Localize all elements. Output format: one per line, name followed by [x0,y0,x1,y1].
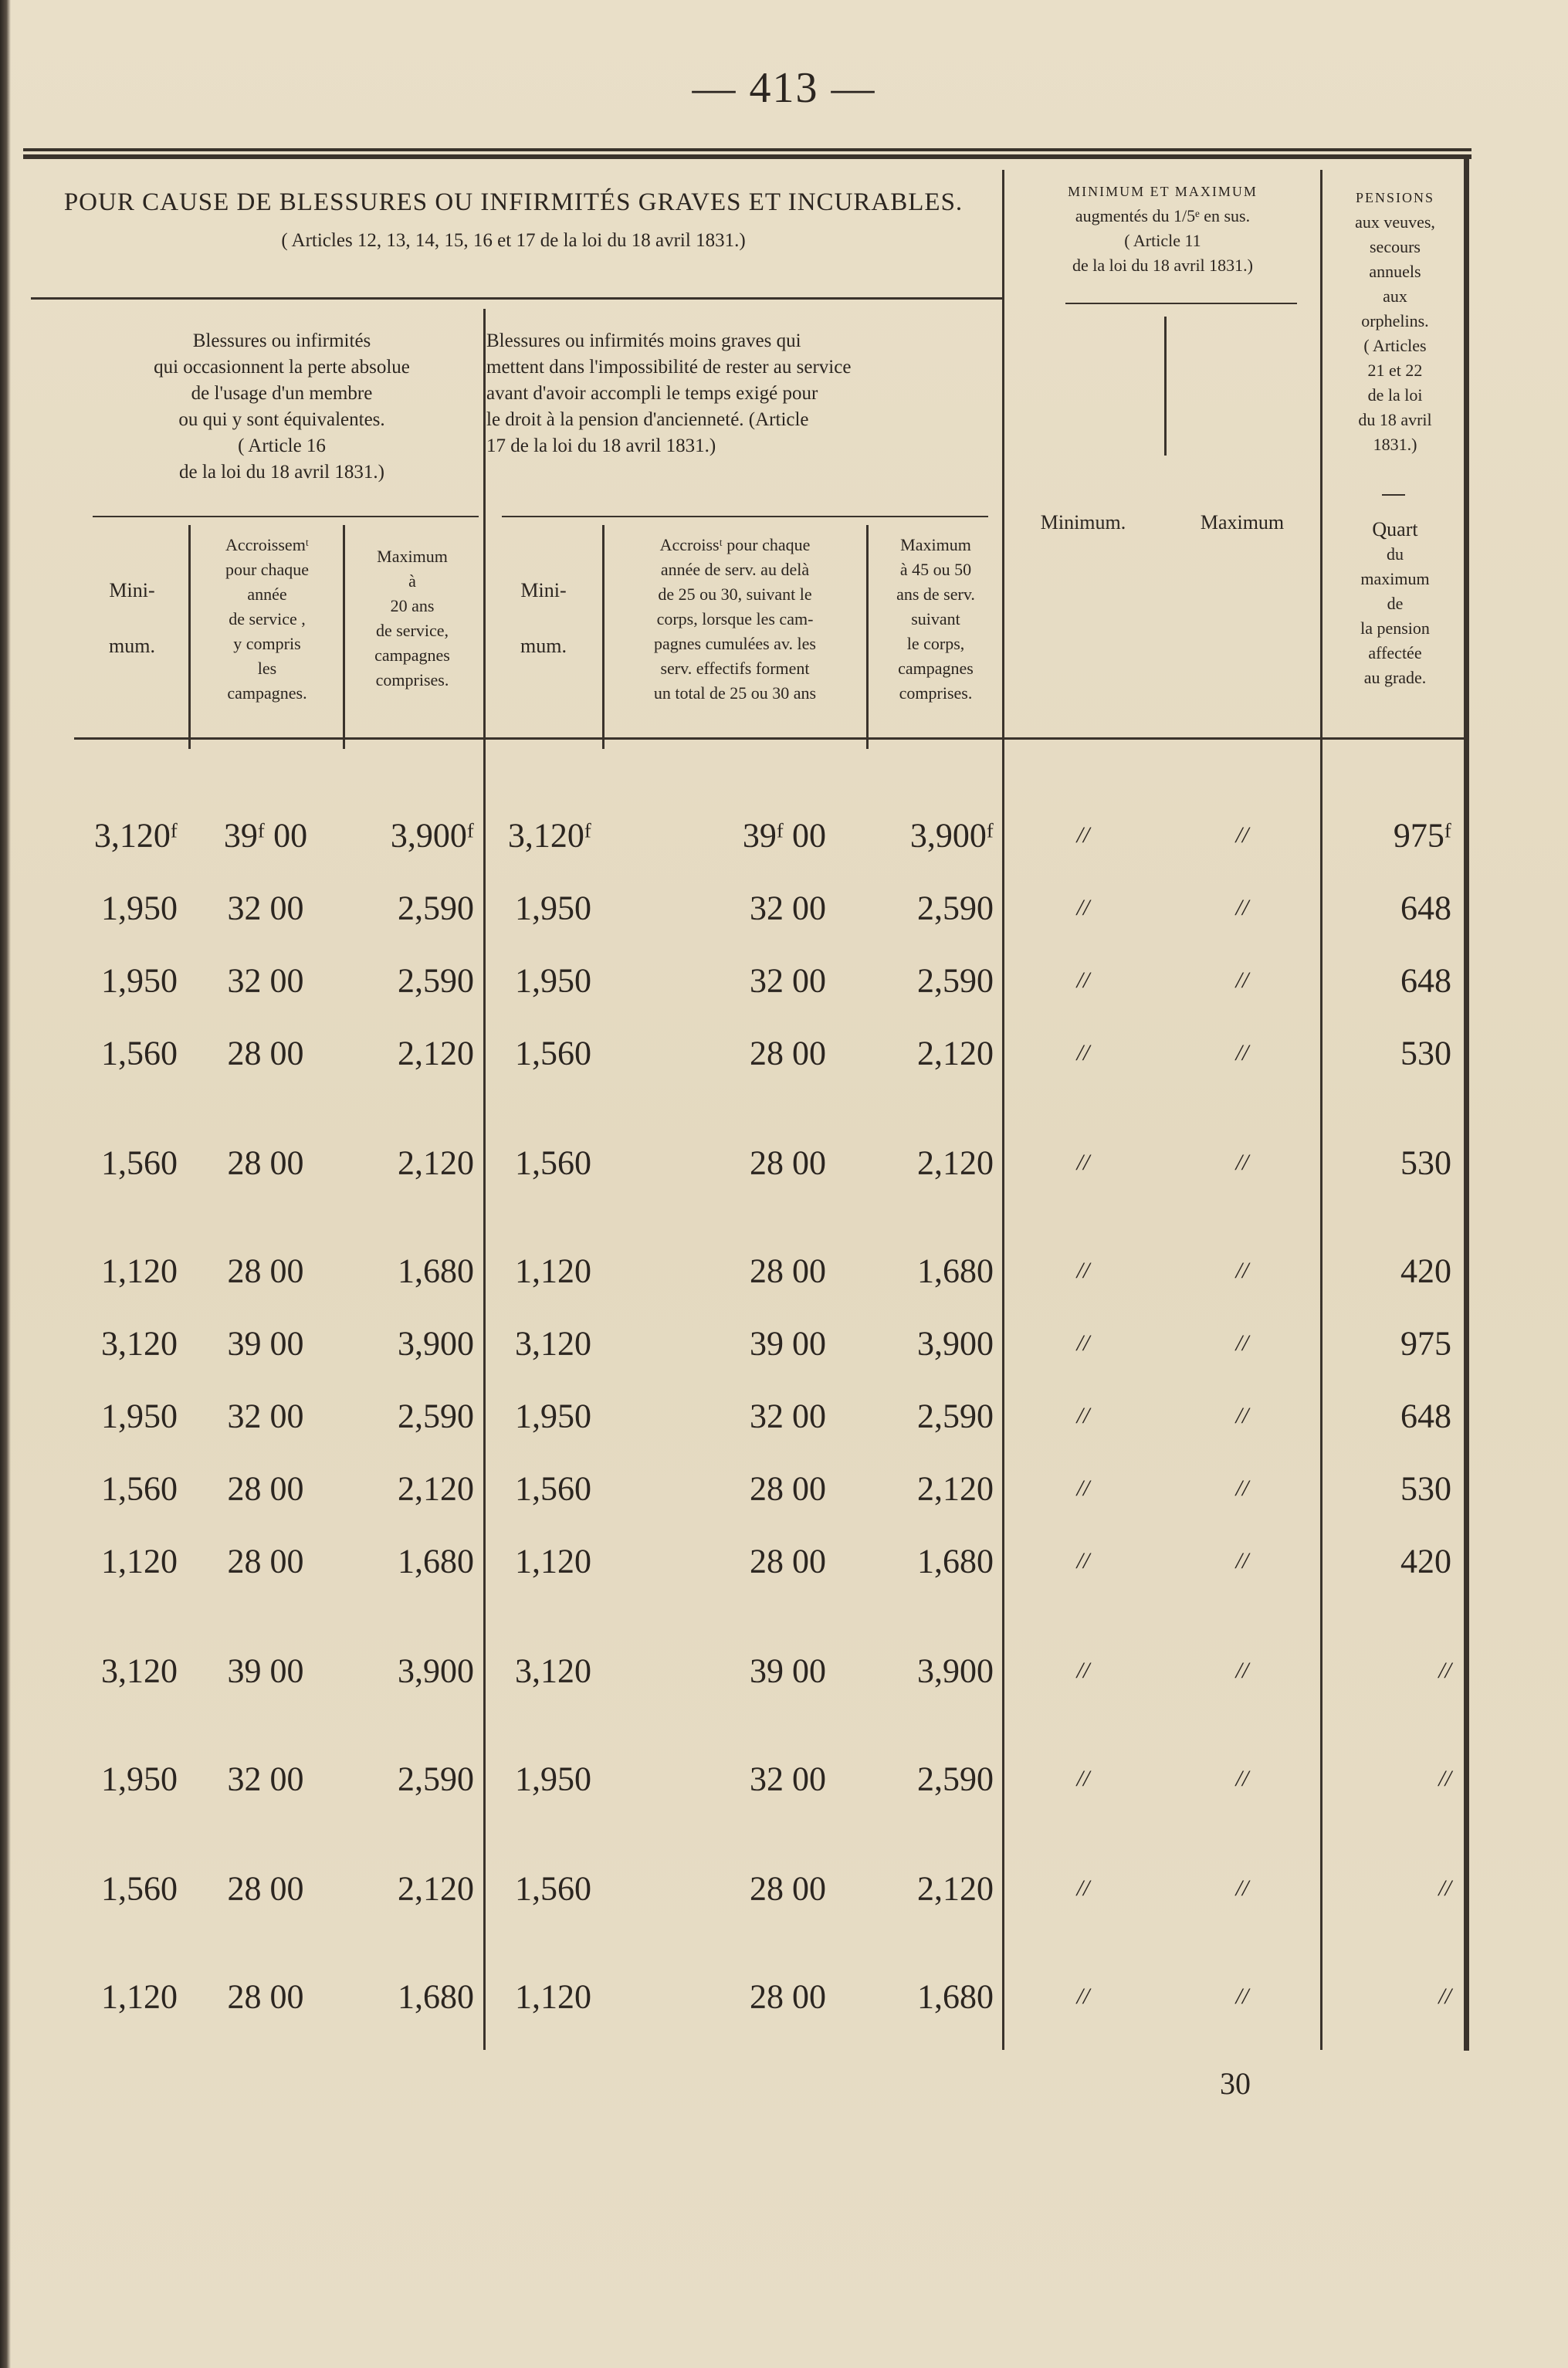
cell-b-maximum: 2,590 [917,1397,994,1435]
col-a-minimum-header: Mini- mum. [109,579,155,657]
cell-a-minimum: 1,560 [101,1034,178,1072]
cell-b-minimum: 3,120 [515,1324,591,1363]
section-title: POUR CAUSE DE BLESSURES OU INFIRMITÉS GRAVES ET INCURABLES. [63,188,963,216]
col-rule [602,525,605,749]
cell-c-maximum: // [1235,1040,1249,1065]
cell-a-minimum: 1,950 [101,961,178,1000]
cell-b-accroissement: 39ᶠ 00 [742,816,826,855]
cell-b-accroissement: 28 00 [750,1034,826,1072]
cell-c-minimum: // [1076,822,1090,848]
cell-d-quart: // [1438,1658,1451,1683]
cell-b-minimum: 3,120ᶠ [507,816,591,855]
cell-a-minimum: 1,560 [101,1143,178,1182]
cell-b-accroissement: 32 00 [750,889,826,927]
cell-c-maximum: // [1235,1150,1249,1175]
cell-b-maximum: 3,900 [917,1652,994,1690]
cell-b-accroissement: 32 00 [750,1397,826,1435]
group-b-brace-rule [502,516,988,517]
cell-d-quart: 648 [1400,1397,1451,1435]
cell-c-minimum: // [1076,1983,1090,2009]
cell-d-quart: 420 [1400,1252,1451,1290]
cell-c-minimum: // [1076,1150,1090,1175]
cell-b-accroissement: 32 00 [750,1760,826,1798]
cell-d-quart: 530 [1400,1143,1451,1182]
col-a-maximum-header: Maximum à 20 ans de service, campagnes comprises. [374,547,450,689]
cell-c-maximum: // [1235,1548,1249,1574]
cell-b-maximum: 1,680 [917,1542,994,1580]
cell-a-minimum: 1,950 [101,889,178,927]
cell-a-maximum: 2,120 [398,1469,474,1508]
cell-b-maximum: 2,590 [917,1760,994,1798]
cell-b-minimum: 1,560 [515,1469,591,1508]
group-a-brace-rule [93,516,479,517]
cell-a-accroissement: 28 00 [227,1869,304,1908]
cell-b-maximum: 2,120 [917,1869,994,1908]
col-c-minimum-header: Minimum. [1040,511,1126,534]
cell-c-maximum: // [1235,1658,1249,1683]
cell-a-maximum: 2,590 [398,961,474,1000]
col-rule [1164,317,1167,456]
cell-a-minimum: 1,560 [101,1469,178,1508]
cell-b-accroissement: 32 00 [750,961,826,1000]
cell-b-accroissement: 39 00 [750,1324,826,1363]
section-subtitle: ( Articles 12, 13, 14, 15, 16 et 17 de la loi du 18 avril 1831.) [281,230,746,251]
cell-a-minimum: 3,120 [101,1652,178,1690]
group-d-header: PENSIONS aux veuves, secours annuels aux orphelins. ( Articles 21 et 22 de la loi du 18 avril 1831.) [1355,190,1435,454]
cell-c-minimum: // [1076,967,1090,993]
top-rule [23,148,1471,159]
col-rule [343,525,345,749]
cell-c-minimum: // [1076,1875,1090,1901]
cell-b-minimum: 1,120 [515,1977,591,2016]
cell-a-maximum: 2,590 [398,1397,474,1435]
col-b-accroissement-header: Accroissᵗ pour chaque année de serv. au delà de 25 ou 30, suivant le corps, lorsque les cam- pagnes cumulées av. les serv. effectifs forment un total de 25 ou 30 ans [653,535,817,703]
cell-c-maximum: // [1235,1983,1249,2009]
cell-c-minimum: // [1076,1330,1090,1356]
cell-a-maximum: 2,120 [398,1143,474,1182]
col-d-quart-header: Quart du maximum de la pension affectée au grade. [1360,518,1430,687]
cell-a-accroissement: 39 00 [227,1324,304,1363]
cell-b-minimum: 1,560 [515,1869,591,1908]
cell-b-maximum: 1,680 [917,1977,994,2016]
cell-d-quart: // [1438,1875,1451,1901]
cell-a-accroissement: 32 00 [227,1760,304,1798]
cell-a-minimum: 1,950 [101,1760,178,1798]
col-b-maximum-header: Maximum à 45 ou 50 ans de serv. suivant le corps, campagnes comprises. [896,535,975,703]
cell-a-maximum: 2,590 [398,1760,474,1798]
page-number: — 413 — [692,64,876,112]
col-rule [866,525,869,749]
cell-c-minimum: // [1076,1548,1090,1574]
cell-d-quart: 530 [1400,1034,1451,1072]
cell-a-minimum: 1,120 [101,1252,178,1290]
cell-a-maximum: 3,900 [398,1324,474,1363]
cell-b-minimum: 1,120 [515,1252,591,1290]
cell-a-minimum: 1,560 [101,1869,178,1908]
cell-b-minimum: 1,560 [515,1034,591,1072]
title-brace-rule [31,297,1004,300]
cell-c-minimum: // [1076,1766,1090,1791]
group-b-header: Blessures ou infirmités moins graves qui mettent dans l'impossibilité de rester au service avant d'avoir accompli le temps exigé pour le droit à la pension d'ancienneté. (Article 17 de la loi du 18 avril 1831.) [486,330,852,456]
cell-d-quart: 420 [1400,1542,1451,1580]
cell-c-minimum: // [1076,1040,1090,1065]
cell-c-minimum: // [1076,1403,1090,1428]
header-bottom-rule [74,737,1468,740]
cell-a-accroissement: 39ᶠ 00 [223,816,308,855]
cell-b-minimum: 1,120 [515,1542,591,1580]
cell-a-maximum: 1,680 [398,1977,474,2016]
cell-a-maximum: 1,680 [398,1542,474,1580]
cell-a-minimum: 1,120 [101,1542,178,1580]
cell-a-accroissement: 28 00 [227,1252,304,1290]
col-c-maximum-header: Maximum [1200,511,1285,534]
cell-b-accroissement: 28 00 [750,1469,826,1508]
cell-c-maximum: // [1235,967,1249,993]
cell-b-maximum: 3,900ᶠ [909,816,994,855]
cell-a-maximum: 2,120 [398,1869,474,1908]
cell-b-maximum: 2,590 [917,889,994,927]
cell-b-maximum: 2,120 [917,1143,994,1182]
cell-c-maximum: // [1235,1403,1249,1428]
cell-a-accroissement: 28 00 [227,1034,304,1072]
cell-d-quart: 648 [1400,889,1451,927]
cell-a-maximum: 3,900 [398,1652,474,1690]
cell-b-minimum: 3,120 [515,1652,591,1690]
cell-a-accroissement: 28 00 [227,1542,304,1580]
cell-b-minimum: 1,560 [515,1143,591,1182]
cell-b-maximum: 2,120 [917,1469,994,1508]
cell-d-quart: 975 [1400,1324,1451,1363]
cell-b-maximum: 2,590 [917,961,994,1000]
group-c-header: MINIMUM ET MAXIMUM augmentés du 1/5ᵉ en sus. ( Article 11 de la loi du 18 avril 1831.) [1068,184,1258,275]
group-c-brace-rule [1065,303,1297,304]
cell-a-minimum: 1,120 [101,1977,178,2016]
group-d-rule [1382,494,1405,496]
cell-b-maximum: 3,900 [917,1324,994,1363]
col-rule [188,525,191,749]
cell-c-maximum: // [1235,822,1249,848]
cell-a-accroissement: 28 00 [227,1469,304,1508]
cell-c-maximum: // [1235,1258,1249,1283]
cell-a-accroissement: 39 00 [227,1652,304,1690]
cell-b-accroissement: 28 00 [750,1143,826,1182]
cell-b-accroissement: 28 00 [750,1977,826,2016]
cell-c-minimum: // [1076,1475,1090,1501]
cell-b-maximum: 2,120 [917,1034,994,1072]
cell-a-maximum: 3,900ᶠ [390,816,474,855]
group-a-header: Blessures ou infirmités qui occasionnent la perte absolue de l'usage d'un membre ou qui y sont équivalentes. ( Article 16 de la loi du 18 avril 1831.) [154,330,410,483]
cell-a-maximum: 2,120 [398,1034,474,1072]
cell-b-minimum: 1,950 [515,1397,591,1435]
col-b-minimum-header: Mini- mum. [520,579,567,657]
cell-c-maximum: // [1235,1875,1249,1901]
cell-a-accroissement: 32 00 [227,889,304,927]
cell-c-maximum: // [1235,1766,1249,1791]
cell-c-maximum: // [1235,895,1249,920]
cell-a-accroissement: 28 00 [227,1977,304,2016]
cell-c-maximum: // [1235,1475,1249,1501]
cell-b-minimum: 1,950 [515,1760,591,1798]
cell-c-maximum: // [1235,1330,1249,1356]
cell-a-maximum: 1,680 [398,1252,474,1290]
cell-b-accroissement: 28 00 [750,1869,826,1908]
cell-a-accroissement: 28 00 [227,1143,304,1182]
cell-c-minimum: // [1076,1658,1090,1683]
right-border-rule [1464,159,1469,2051]
cell-a-minimum: 3,120ᶠ [93,816,178,855]
cell-a-minimum: 3,120 [101,1324,178,1363]
cell-b-accroissement: 39 00 [750,1652,826,1690]
cell-d-quart: // [1438,1983,1451,2009]
cell-b-accroissement: 28 00 [750,1252,826,1290]
book-spine-shadow [0,0,11,2368]
cell-b-minimum: 1,950 [515,889,591,927]
cell-c-minimum: // [1076,895,1090,920]
cell-d-quart: 648 [1400,961,1451,1000]
cell-a-maximum: 2,590 [398,889,474,927]
cell-b-maximum: 1,680 [917,1252,994,1290]
cell-c-minimum: // [1076,1258,1090,1283]
cell-d-quart: // [1438,1766,1451,1791]
cell-a-minimum: 1,950 [101,1397,178,1435]
cell-a-accroissement: 32 00 [227,1397,304,1435]
cell-b-accroissement: 28 00 [750,1542,826,1580]
cell-a-accroissement: 32 00 [227,961,304,1000]
cell-d-quart: 975ᶠ [1393,816,1451,855]
signature-number: 30 [1220,2066,1251,2101]
cell-d-quart: 530 [1400,1469,1451,1508]
col-a-accroissement-header: Accroissemᵗ pour chaque année de service , y compris les campagnes. [225,535,310,703]
cell-b-minimum: 1,950 [515,961,591,1000]
